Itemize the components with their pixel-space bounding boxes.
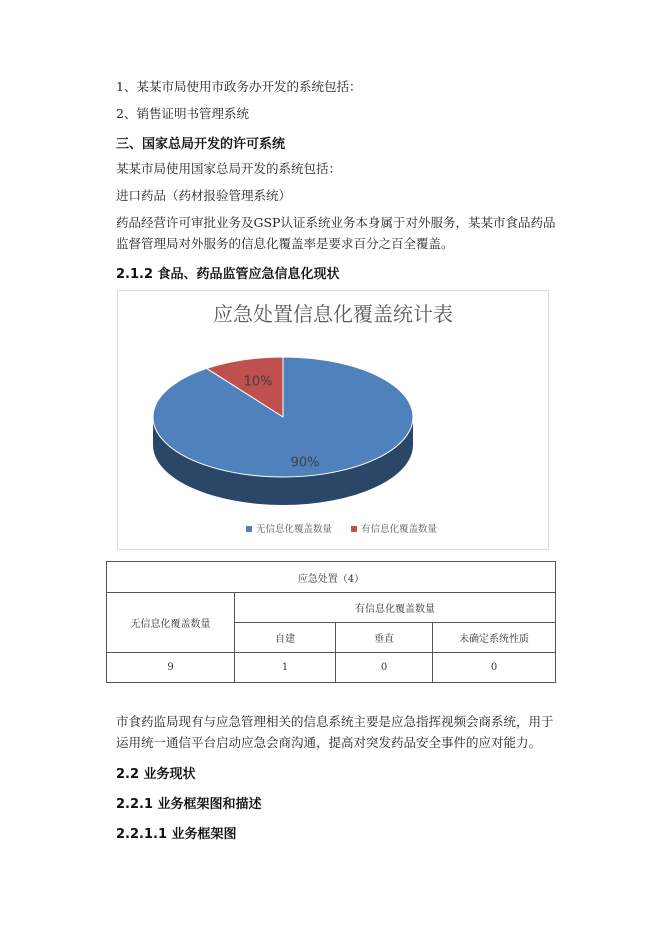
table-header-has: 有信息化覆盖数量: [235, 593, 556, 623]
section-heading-212: 2.1.2 食品、药品监管应急信息化现状: [116, 267, 340, 282]
legend-label: 有信息化覆盖数量: [361, 524, 438, 535]
table-subheader: 自建: [235, 623, 336, 653]
text-line: 进口药品（药材报验管理系统）: [116, 188, 292, 203]
legend-swatch: [246, 526, 252, 532]
section-heading-22: 2.2 业务现状: [116, 767, 196, 782]
table-cell: 9: [107, 653, 235, 683]
table-cell: 1: [235, 653, 336, 683]
section-heading-2211: 2.2.1.1 业务框架图: [116, 827, 237, 842]
pie-chart-svg: [118, 291, 548, 549]
table-cell: 0: [336, 653, 433, 683]
text-line: 某某市局使用国家总局开发的系统包括：: [116, 161, 342, 176]
pie-data-label: 90%: [290, 455, 320, 471]
list-item-2: 2、销售证明书管理系统: [116, 106, 249, 121]
legend-label: 无信息化覆盖数量: [256, 524, 333, 535]
pie-slice: [153, 357, 413, 477]
section-heading-221: 2.2.1 业务框架图和描述: [116, 797, 262, 812]
chart-title: 应急处置信息化覆盖统计表: [213, 302, 453, 326]
legend-swatch: [351, 526, 357, 532]
chart-legend: [246, 523, 438, 535]
pie-data-label: 10%: [243, 374, 273, 390]
paragraph-1: 药品经营许可审批业务及GSP认证系统业务本身属于对外服务，某某市食品药品监督管理局对外服务的信息化覆盖率是要求百分之百全覆盖。: [116, 215, 556, 251]
emergency-table: [106, 561, 556, 683]
section-heading-3: 三、国家总局开发的许可系统: [116, 137, 286, 152]
table-header-none: 无信息化覆盖数量: [107, 593, 235, 653]
table-title: 应急处置（4）: [107, 562, 556, 593]
table-cell: 0: [433, 653, 556, 683]
pie-top: [153, 357, 413, 477]
table-subheader: 垂直: [336, 623, 433, 653]
paragraph-2: 市食药监局现有与应急管理相关的信息系统主要是应急指挥视频会商系统，用于运用统一通信平台启动应急会商沟通，提高对突发药品安全事件的应对能力。: [116, 714, 554, 750]
list-item-1: 1、某某市局使用市政务办开发的系统包括：: [116, 79, 362, 94]
table-subheader: 未确定系统性质: [433, 623, 556, 653]
pie-chart: [117, 290, 549, 550]
